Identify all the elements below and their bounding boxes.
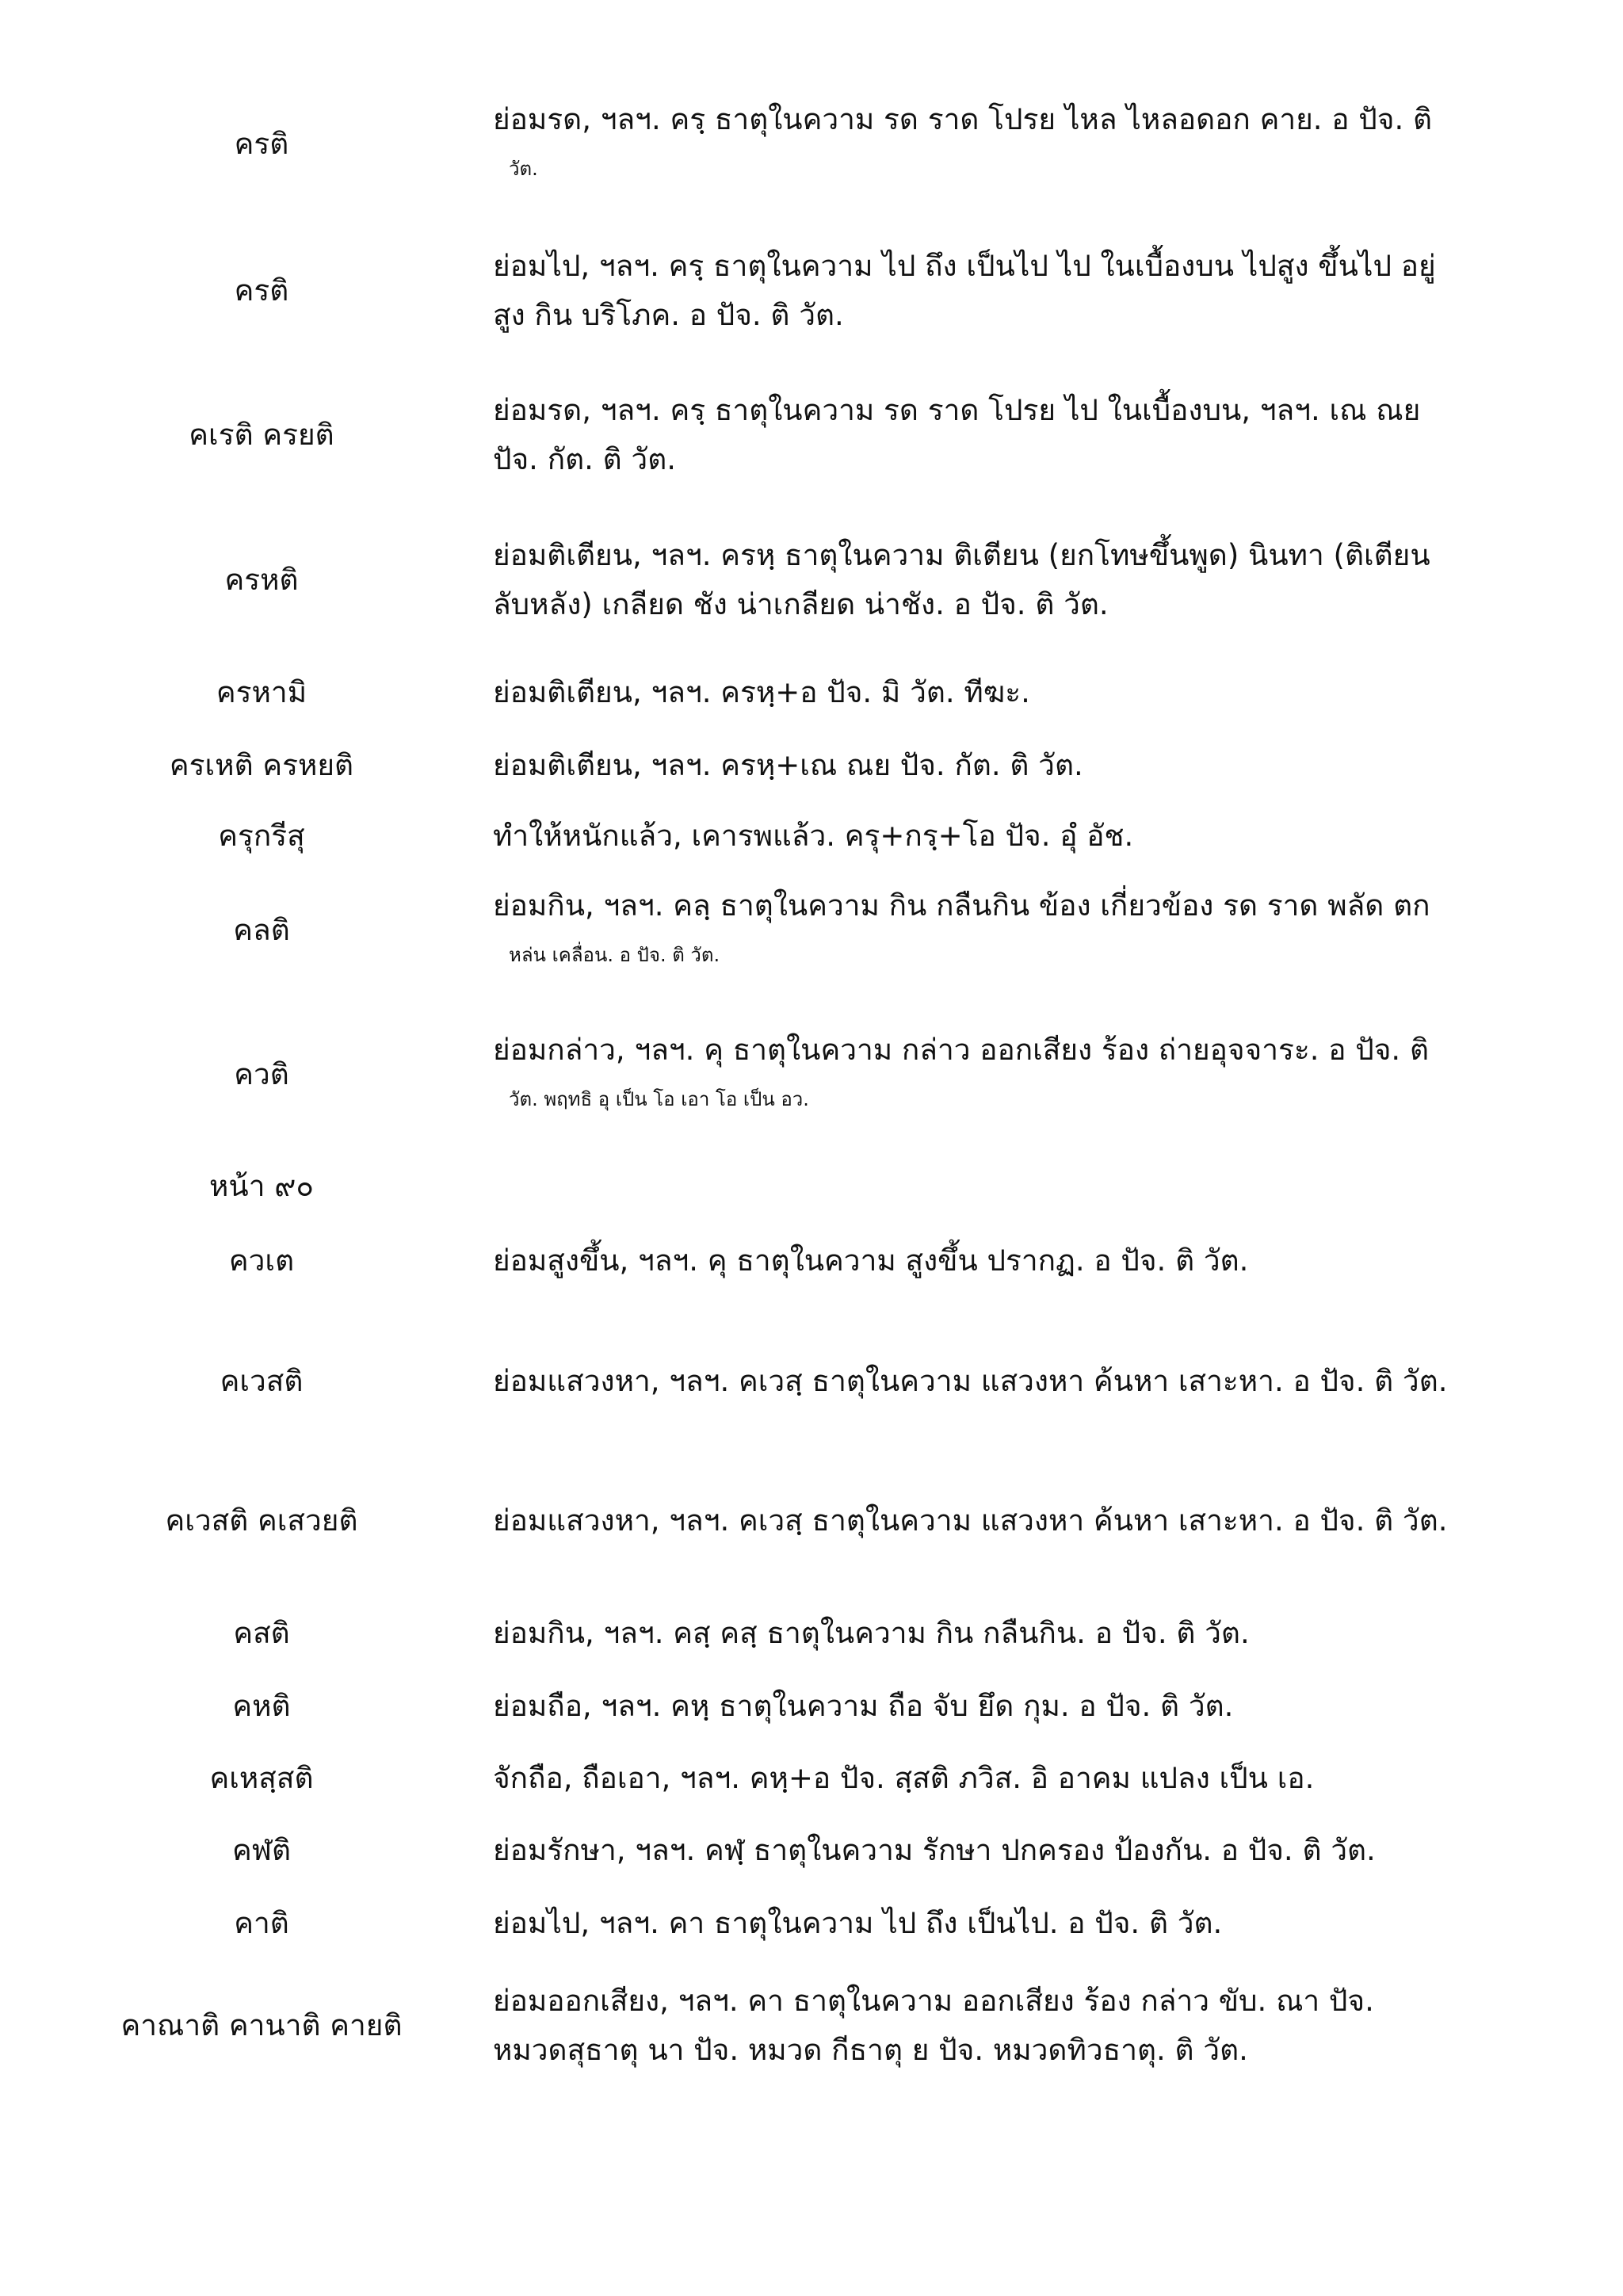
definition-line: ย่อมรด, ฯลฯ. ครฺ ธาตุในความ รด ราด โปรย ไป ในเบื้องบน, ฯลฯ. เณ ณย bbox=[493, 393, 1421, 427]
definition-line: ปัจ. กัต. ติ วัต. bbox=[493, 442, 676, 476]
headword: ควเต bbox=[228, 1244, 295, 1278]
headword: ครเหติ ครหยติ bbox=[169, 748, 354, 782]
definition bbox=[493, 668, 1569, 717]
headword: คสติ bbox=[233, 1616, 290, 1650]
definition-line: สูง กิน บริโภค. อ ปัจ. ติ วัต. bbox=[493, 298, 844, 332]
definition-line: ทำให้หนักแล้ว, เคารพแล้ว. ครุ+กรฺ+โอ ปัจ. อุํ อัช. bbox=[493, 819, 1134, 853]
definition-line: ย่อมไป, ฯลฯ. ครฺ ธาตุในความ ไป ถึง เป็นไป ไป ในเบื้องบน ไปสูง ขึ้นไป อยู่ bbox=[493, 249, 1436, 283]
definition-line: จักถือ, ถือเอา, ฯลฯ. คหฺ+อ ปัจ. สฺสติ ภวิส. อิ อาคม แปลง เป็น เอ. bbox=[493, 1761, 1315, 1795]
definition bbox=[493, 1754, 1569, 1803]
definition bbox=[493, 812, 1569, 861]
definition bbox=[493, 1236, 1569, 1286]
headword: คฬติ bbox=[231, 1833, 292, 1867]
definition-line: หล่น เคลื่อน. อ ปัจ. ติ วัต. bbox=[509, 944, 720, 966]
definition-line: ย่อมไป, ฯลฯ. คา ธาตุในความ ไป ถึง เป็นไป. อ ปัจ. ติ วัต. bbox=[493, 1906, 1223, 1940]
headword: ครติ bbox=[234, 273, 289, 308]
headword: คเรติ ครยติ bbox=[189, 418, 334, 452]
definition bbox=[493, 1609, 1569, 1658]
definition-line: ย่อมกิน, ฯลฯ. คสฺ คสฺ ธาตุในความ กิน กลืนกิน. อ ปัจ. ติ วัต. bbox=[493, 1616, 1250, 1650]
headword: ครติ bbox=[234, 127, 289, 161]
definition-line: ย่อมถือ, ฯลฯ. คหฺ ธาตุในความ ถือ จับ ยึด กุม. อ ปัจ. ติ วัต. bbox=[493, 1689, 1234, 1723]
definition bbox=[493, 1496, 1569, 1545]
definition-line: ย่อมออกเสียง, ฯลฯ. คา ธาตุในความ ออกเสียง ร้อง กล่าว ขับ. ณา ปัจ. bbox=[493, 1984, 1374, 2018]
definition bbox=[493, 881, 1569, 980]
definition bbox=[493, 1977, 1569, 2075]
definition bbox=[493, 1682, 1569, 1731]
definition bbox=[493, 242, 1569, 340]
headword: ครุกรีสุ bbox=[218, 819, 305, 853]
definition-line: วัต. พฤทธิ อุ เป็น โอ เอา โอ เป็น อว. bbox=[509, 1088, 809, 1110]
definition-line: หมวดสุธาตุ นา ปัจ. หมวด กีธาตุ ย ปัจ. หมวดทิวธาตุ. ติ วัต. bbox=[493, 2033, 1248, 2067]
definition bbox=[493, 531, 1569, 629]
definition-line: ย่อมแสวงหา, ฯลฯ. คเวสฺ ธาตุในความ แสวงหา ค้นหา เสาะหา. อ ปัจ. ติ วัต. bbox=[493, 1503, 1448, 1538]
definition bbox=[493, 1026, 1569, 1124]
definition bbox=[493, 95, 1569, 193]
page-number-marker: หน้า ๙๐ bbox=[209, 1169, 314, 1203]
headword: คาติ bbox=[234, 1906, 289, 1940]
definition-line: วัต. bbox=[509, 158, 538, 180]
headword: คเหสฺสติ bbox=[209, 1761, 314, 1795]
definition bbox=[493, 1826, 1569, 1875]
definition bbox=[493, 741, 1569, 790]
headword: ครหติ bbox=[224, 563, 299, 597]
definition-line: ย่อมติเตียน, ฯลฯ. ครหฺ+เณ ณย ปัจ. กัต. ติ วัต. bbox=[493, 748, 1083, 782]
definition-line: ลับหลัง) เกลียด ชัง น่าเกลียด น่าชัง. อ ปัจ. ติ วัต. bbox=[493, 587, 1109, 621]
definition bbox=[493, 1357, 1569, 1406]
headword: ครหามิ bbox=[216, 675, 307, 709]
definition-line: ย่อมติเตียน, ฯลฯ. ครหฺ ธาตุในความ ติเตียน (ยกโทษขึ้นพูด) นินทา (ติเตียน bbox=[493, 538, 1430, 572]
definition-line: ย่อมกิน, ฯลฯ. คลฺ ธาตุในความ กิน กลืนกิน ข้อง เกี่ยวข้อง รด ราด พลัด ตก bbox=[493, 888, 1430, 923]
headword: คเวสติ คเสวยติ bbox=[165, 1503, 358, 1538]
headword: คเวสติ bbox=[220, 1364, 304, 1398]
definition bbox=[493, 1899, 1569, 1948]
headword: คาณาติ คานาติ คายติ bbox=[120, 2008, 403, 2042]
definition-line: ย่อมกล่าว, ฯลฯ. คุ ธาตุในความ กล่าว ออกเสียง ร้อง ถ่ายอุจจาระ. อ ปัจ. ติ bbox=[493, 1033, 1429, 1067]
definition-line: ย่อมสูงขึ้น, ฯลฯ. คุ ธาตุในความ สูงขึ้น ปรากฏ. อ ปัจ. ติ วัต. bbox=[493, 1244, 1249, 1278]
definition-line: ย่อมติเตียน, ฯลฯ. ครหฺ+อ ปัจ. มิ วัต. ทีฆะ. bbox=[493, 675, 1030, 709]
definition bbox=[493, 386, 1569, 484]
headword: คลติ bbox=[233, 913, 290, 947]
definition-line: ย่อมรักษา, ฯลฯ. คฬฺ ธาตุในความ รักษา ปกครอง ป้องกัน. อ ปัจ. ติ วัต. bbox=[493, 1833, 1376, 1867]
headword: คหติ bbox=[232, 1689, 291, 1723]
headword: ควติ bbox=[234, 1057, 289, 1091]
definition-line: ย่อมรด, ฯลฯ. ครฺ ธาตุในความ รด ราด โปรย ไหล ไหลอดอก คาย. อ ปัจ. ติ bbox=[493, 102, 1432, 136]
definition-line: ย่อมแสวงหา, ฯลฯ. คเวสฺ ธาตุในความ แสวงหา ค้นหา เสาะหา. อ ปัจ. ติ วัต. bbox=[493, 1364, 1448, 1398]
